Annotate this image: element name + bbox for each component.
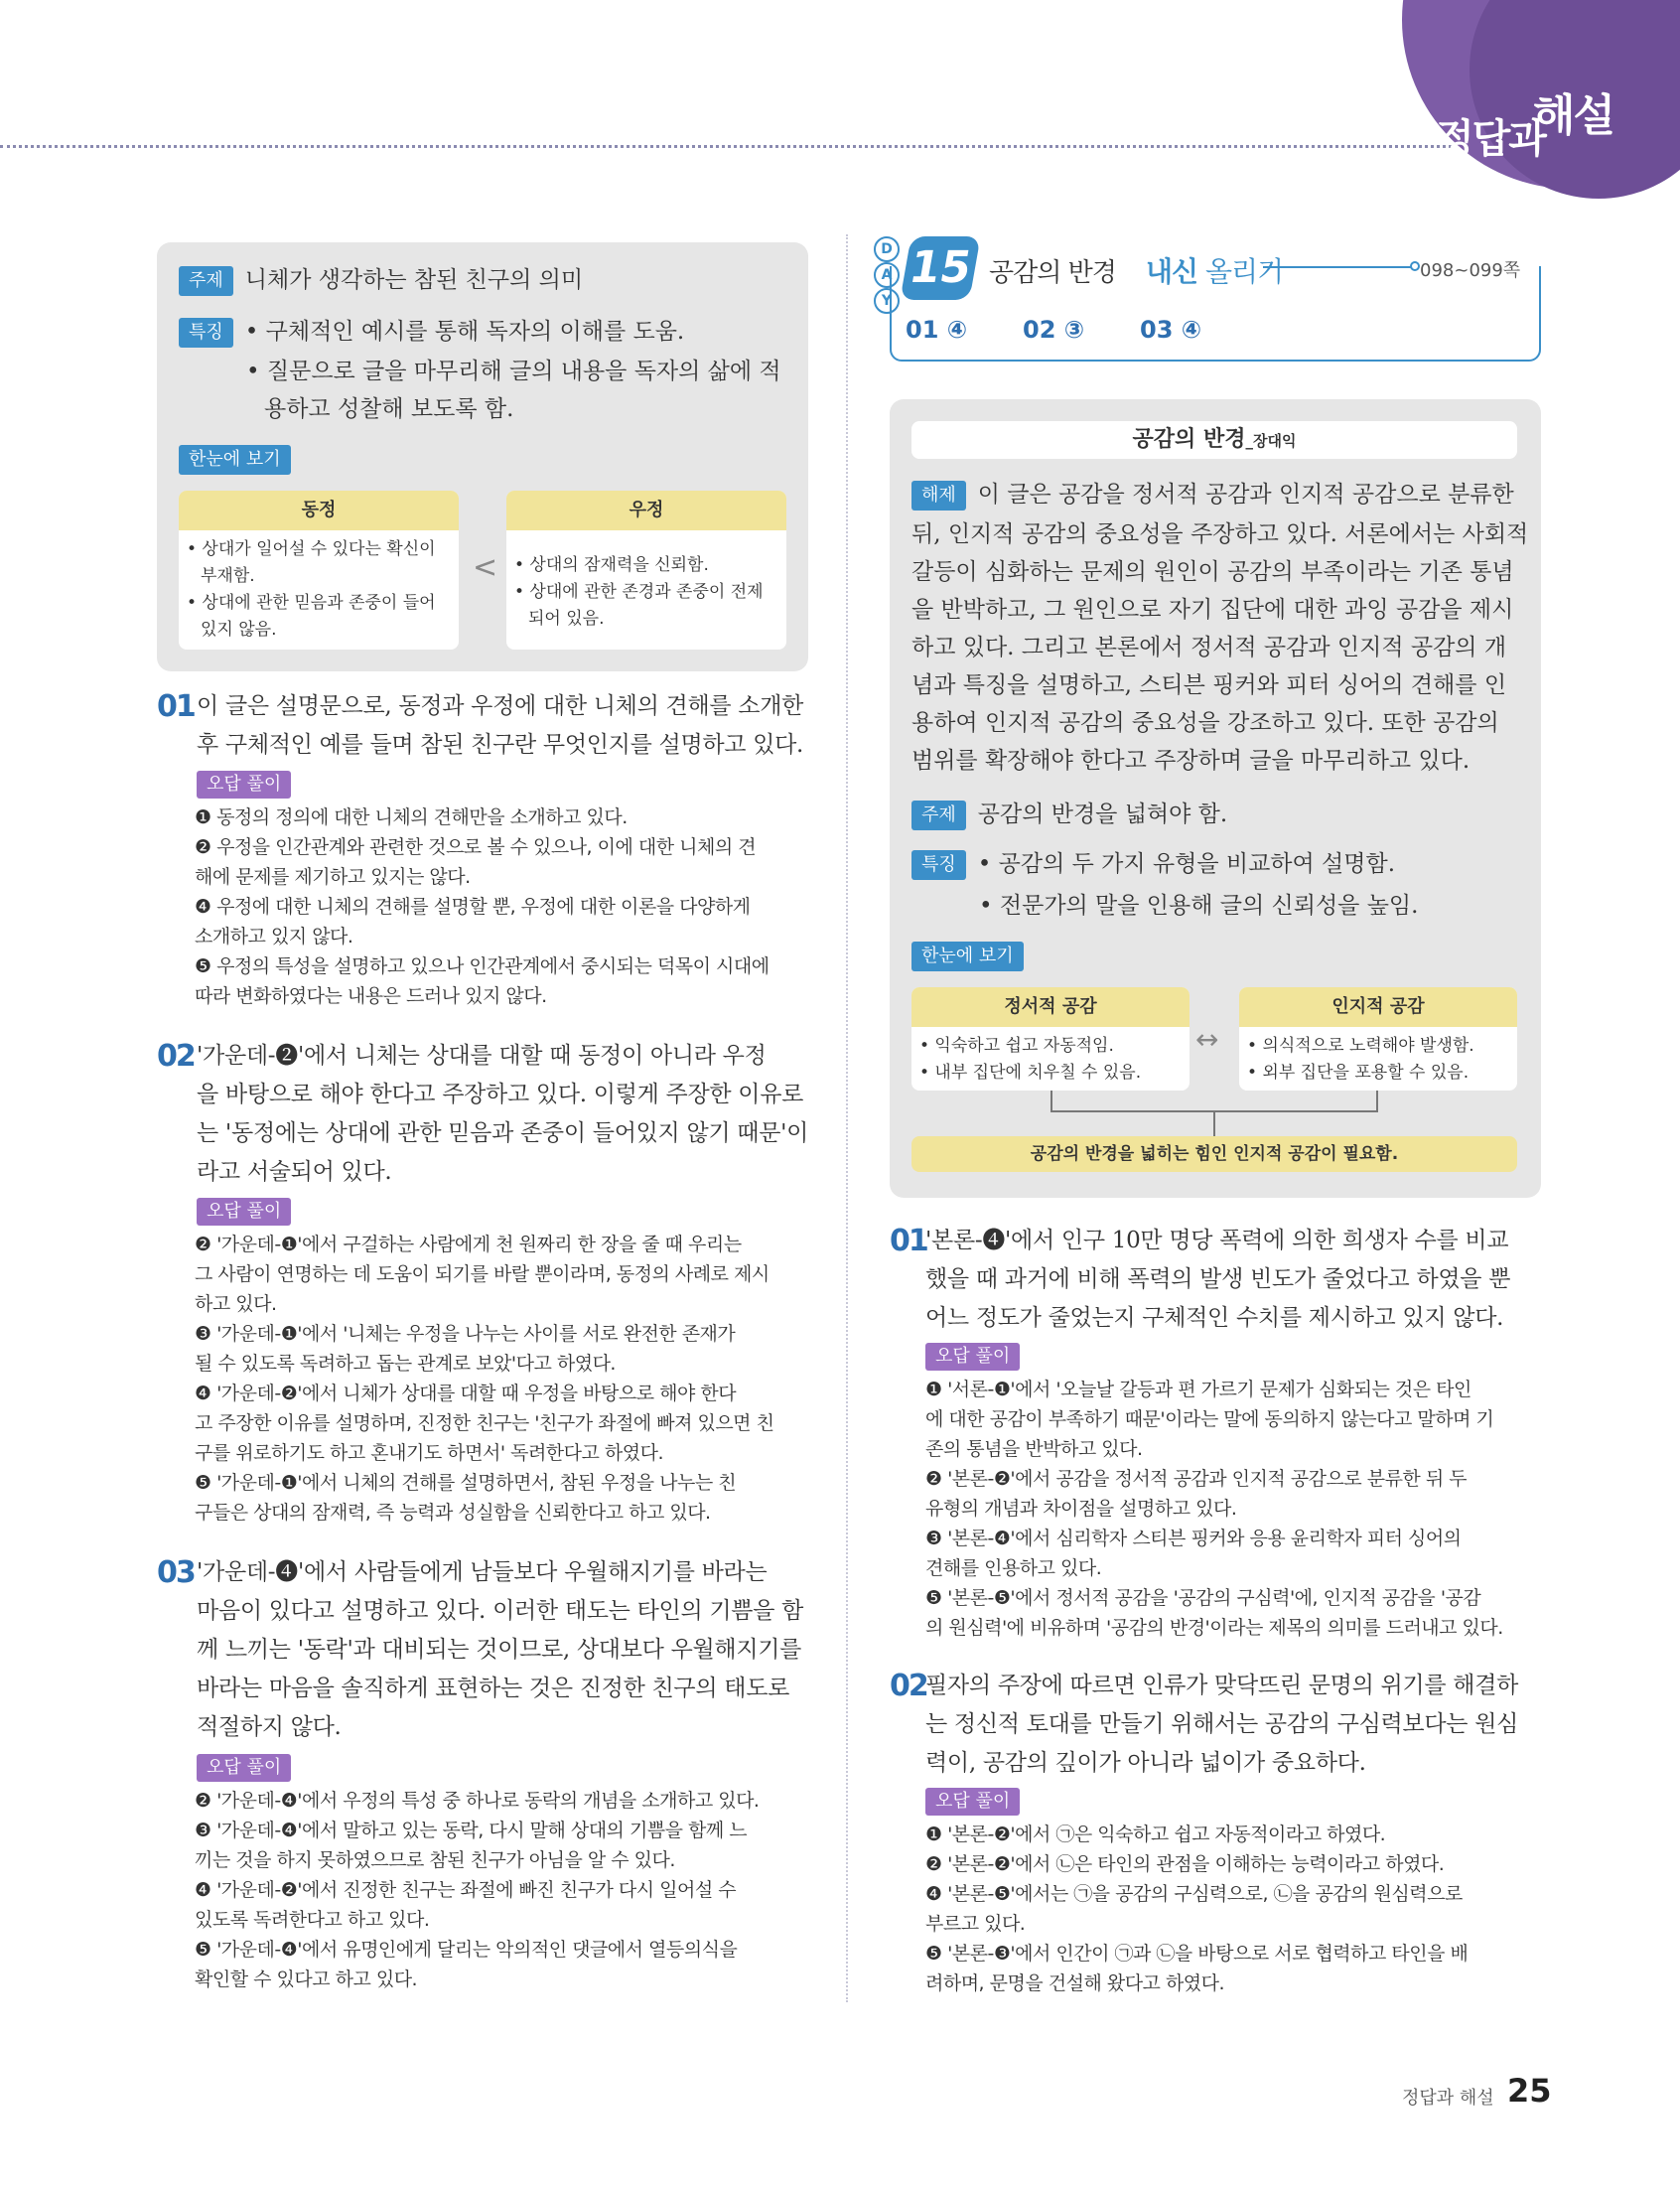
note-line: 부르고 있다. [925, 1913, 1026, 1935]
theme-tag: 주제 [179, 266, 233, 296]
compare-body [506, 530, 786, 639]
left-theme-row [179, 260, 583, 300]
compare-body [179, 530, 459, 650]
answer-line: 했을 때 과거에 비해 폭력의 발생 빈도가 줄었다고 하였을 뿐 [925, 1266, 1511, 1292]
header-dot-icon [1410, 261, 1420, 271]
note-line: ❶ 동정의 정의에 대한 니체의 견해만을 소개하고 있다. [195, 806, 628, 828]
page-number: 25 [1507, 2072, 1552, 2110]
haeje-line: 념과 특징을 설명하고, 스티븐 핑커와 피터 싱어의 견해를 인 [911, 672, 1507, 698]
theme-text: 니체가 생각하는 참된 친구의 의미 [244, 267, 584, 293]
answer-line: 어느 정도가 줄었는지 구체적인 수치를 제시하고 있지 않다. [925, 1305, 1504, 1331]
glance-tag: 한눈에 보기 [911, 942, 1024, 971]
note-line: 고 주장한 이유를 설명하며, 진정한 친구는 '친구가 좌절에 빠져 있으면 친 [195, 1412, 774, 1434]
compare-line: • 상대가 일어설 수 있다는 확신이 [187, 539, 436, 559]
compare-card-sympathy [179, 491, 459, 650]
answer-key: 02 ③ [1023, 316, 1085, 344]
compare-line: 있지 않음. [201, 620, 277, 640]
answer-key: 01 ④ [906, 316, 968, 344]
day-letter: D [874, 236, 900, 262]
glance-tag: 한눈에 보기 [179, 445, 291, 475]
answer-line: 는 '동정에는 상대에 관한 믿음과 존중이 들어있지 않기 때문'이 [197, 1120, 809, 1146]
passage-title [911, 421, 1517, 459]
haeje-line: 범위를 확장해야 한다고 주장하며 글을 마무리하고 있다. [911, 748, 1470, 774]
connector-stem [1213, 1112, 1215, 1136]
day-letter: A [874, 262, 900, 288]
compare-body [911, 1027, 1190, 1091]
haeje-line: 뒤, 인지적 공감의 중요성을 주장하고 있다. 서론에서는 사회적 [911, 521, 1529, 547]
answer-line: 력이, 공감의 깊이가 아니라 넓이가 중요하다. [925, 1750, 1366, 1776]
haeje-line: 이 글은 공감을 정서적 공감과 인지적 공감으로 분류한 [977, 482, 1514, 508]
note-line: 해에 문제를 제기하고 있지는 않다. [195, 866, 471, 888]
compare-head: 우정 [506, 491, 786, 530]
right-feature-row [911, 844, 1395, 884]
column-divider [846, 234, 848, 2002]
note-line: ❺ '본론-❺'에서 정서적 공감을 '공감의 구심력'에, 인지적 공감을 '공감 [925, 1587, 1481, 1609]
compare-card-cognitive [1239, 987, 1517, 1091]
note-line: 려하며, 문명을 건설해 왔다고 하였다. [925, 1972, 1225, 1994]
theme-text: 공감의 반경을 넓혀야 함. [977, 802, 1228, 827]
note-line: ❹ 우정에 대한 니체의 견해를 설명할 뿐, 우정에 대한 이론을 다양하게 [195, 896, 751, 918]
note-line: ❷ '본론-❷'에서 ㉡은 타인의 관점을 이해하는 능력이라고 하였다. [925, 1853, 1445, 1875]
footer-label: 정답과 해설 [1402, 2088, 1494, 2109]
header-dotted-line [0, 145, 1452, 148]
compare-conclusion: 공감의 반경을 넓히는 힘인 인지적 공감이 필요함. [911, 1136, 1517, 1172]
note-line: ❺ 우정의 특성을 설명하고 있으나 인간관계에서 중시되는 덕목이 시대에 [195, 955, 770, 977]
answer-line: 께 느끼는 '동락'과 대비되는 것이므로, 상대보다 우월해지기를 [197, 1637, 802, 1663]
answer-line: '가운데-❷'에서 니체는 상대를 대할 때 동정이 아니라 우정 [197, 1043, 767, 1069]
note-line: 의 원심력'에 비유하며 '공감의 반경'이라는 제목의 의미를 드러내고 있다. [925, 1617, 1503, 1639]
note-line: ❶ '서론-❶'에서 '오늘날 갈등과 편 가르기 문제가 심화되는 것은 타인 [925, 1379, 1471, 1400]
header-rule [1263, 266, 1416, 268]
passage-title-text: 공감의 반경 [1132, 427, 1246, 452]
wrong-answer-tag: 오답 풀이 [197, 1754, 291, 1782]
compare-line: • 외부 집단을 포용할 수 있음. [1247, 1063, 1470, 1083]
note-line: ❺ '가운데-❶'에서 니체의 견해를 설명하면서, 참된 우정을 나누는 친 [195, 1472, 737, 1494]
lesson-title: 공감의 반경 [989, 258, 1116, 288]
question-number: 01 [890, 1224, 927, 1258]
lesson-subtitle [1146, 250, 1283, 290]
lesson-subtitle-bold: 내신 [1146, 255, 1198, 288]
right-theme-row [911, 795, 1227, 834]
feature-text-1: • 구체적인 예시를 통해 독자의 이해를 도움. [244, 319, 685, 345]
question-number: 02 [157, 1039, 195, 1074]
wrong-answer-tag: 오답 풀이 [925, 1343, 1020, 1371]
compare-line: 되어 있음. [528, 609, 605, 629]
compare-line: • 의식적으로 노력해야 발생함. [1247, 1036, 1474, 1056]
note-line: 그 사람이 연명하는 데 도움이 되기를 바랄 뿐이라며, 동정의 사례로 제시 [195, 1263, 770, 1285]
answer-line: 바라는 마음을 솔직하게 표현하는 것은 진정한 친구의 태도로 [197, 1676, 790, 1701]
feature-tag: 특징 [179, 318, 233, 348]
answer-line: 마음이 있다고 설명하고 있다. 이러한 태도는 타인의 기쁨을 함 [197, 1598, 804, 1624]
compare-line: • 익숙하고 쉽고 자동적임. [919, 1036, 1114, 1056]
feature-text-3: 용하고 성찰해 보도록 함. [264, 396, 514, 422]
wrong-answer-tag: 오답 풀이 [925, 1788, 1020, 1816]
compare-line: 부재함. [201, 566, 255, 586]
compare-card-emotional [911, 987, 1190, 1091]
note-line: ❷ '가운데-❶'에서 구걸하는 사람에게 천 원짜리 한 장을 줄 때 우리는 [195, 1234, 742, 1255]
left-feature-row [179, 312, 684, 352]
haeje-line: 하고 있다. 그리고 본론에서 정서적 공감과 인지적 공감의 개 [911, 635, 1507, 660]
compare-line: • 상대의 잠재력을 신뢰함. [514, 555, 709, 575]
note-line: 하고 있다. [195, 1293, 277, 1315]
note-line: 유형의 개념과 차이점을 설명하고 있다. [925, 1498, 1237, 1520]
note-line: ❺ '본론-❸'에서 인간이 ㉠과 ㉡을 바탕으로 서로 협력하고 타인을 배 [925, 1943, 1469, 1965]
compare-bidirectional-arrow-icon: ↔ [1195, 1023, 1219, 1056]
page-range: 098~099쪽 [1420, 260, 1521, 281]
lesson-subtitle-rest: 올리기 [1197, 255, 1284, 288]
note-line: ❸ '가운데-❹'에서 말하고 있는 동락, 다시 말해 상대의 기쁨을 함께 느 [195, 1820, 748, 1841]
note-line: 에 대한 공감이 부족하기 때문'이라는 말에 동의하지 않는다고 말하며 기 [925, 1408, 1494, 1430]
answer-line: 을 바탕으로 해야 한다고 주장하고 있다. 이렇게 주장한 이유로 [197, 1082, 804, 1107]
note-line: ❶ '본론-❷'에서 ㉠은 익숙하고 쉽고 자동적이라고 하였다. [925, 1824, 1386, 1845]
note-line: 있도록 독려한다고 하고 있다. [195, 1909, 430, 1931]
note-line: ❸ '본론-❹'에서 심리학자 스티븐 핑커와 응용 윤리학자 피터 싱어의 [925, 1528, 1462, 1549]
question-number: 02 [890, 1669, 927, 1703]
compare-head: 정서적 공감 [911, 987, 1190, 1027]
compare-head: 동정 [179, 491, 459, 530]
compare-line: • 상대에 관한 존경과 존중이 전제 [514, 582, 764, 602]
compare-less-than-icon: < [473, 550, 498, 585]
compare-body [1239, 1027, 1517, 1091]
note-line: ❹ '가운데-❷'에서 진정한 친구는 좌절에 빠진 친구가 다시 일어설 수 [195, 1879, 737, 1901]
header-title-sub: 해설 [1533, 90, 1614, 141]
theme-tag: 주제 [911, 801, 966, 830]
note-line: ❸ '가운데-❶'에서 '니체는 우정을 나누는 사이를 서로 완전한 존재가 [195, 1323, 736, 1345]
note-line: ❹ '본론-❺'에서는 ㉠을 공감의 구심력으로, ㉡을 공감의 원심력으로 [925, 1883, 1463, 1905]
haeje-line: 용하여 인지적 공감의 중요성을 강조하고 있다. 또한 공감의 [911, 710, 1499, 736]
note-line: ❷ 우정을 인간관계와 관련한 것으로 볼 수 있으나, 이에 대한 니체의 견 [195, 836, 757, 858]
haeje-tag: 해제 [911, 481, 966, 511]
compare-line: • 상대에 관한 믿음과 존중이 들어 [187, 593, 436, 613]
compare-head: 인지적 공감 [1239, 987, 1517, 1027]
compare-line: • 내부 집단에 치우칠 수 있음. [919, 1063, 1142, 1083]
day-number-badge: 15 [900, 236, 980, 300]
answer-line: '본론-❹'에서 인구 10만 명당 폭력에 의한 희생자 수를 비교 [925, 1228, 1509, 1253]
haeje-line: 갈등이 심화하는 문제의 원인이 공감의 부족이라는 기존 통념 [911, 559, 1514, 585]
note-line: 존의 통념을 반박하고 있다. [925, 1438, 1143, 1460]
feature-text-2: • 질문으로 글을 마무리해 글의 내용을 독자의 삶에 적 [246, 359, 781, 384]
note-line: 구들은 상대의 잠재력, 즉 능력과 성실함을 신뢰한다고 하고 있다. [195, 1502, 711, 1524]
wrong-answer-tag: 오답 풀이 [197, 1198, 291, 1226]
haeje-line: 을 반박하고, 그 원인으로 자기 집단에 대한 과잉 공감을 제시 [911, 597, 1514, 623]
header-title: 정답과 [1436, 116, 1545, 162]
answer-line: '가운데-❹'에서 사람들에게 남들보다 우월해지기를 바라는 [197, 1559, 768, 1585]
answer-line: 이 글은 설명문으로, 동정과 우정에 대한 니체의 견해를 소개한 [197, 693, 804, 719]
note-line: 소개하고 있지 않다. [195, 926, 353, 948]
note-line: ❷ '가운데-❹'에서 우정의 특성 중 하나로 동락의 개념을 소개하고 있다. [195, 1790, 760, 1812]
haeje-row [911, 475, 1514, 514]
answer-line: 는 정신적 토대를 만들기 위해서는 공감의 구심력보다는 원심 [925, 1711, 1519, 1737]
answer-line: 필자의 주장에 따르면 인류가 맞닥뜨린 문명의 위기를 해결하 [925, 1673, 1519, 1698]
question-number: 03 [157, 1555, 195, 1590]
feature-text-2: • 전문가의 말을 인용해 글의 신뢰성을 높임. [979, 893, 1419, 919]
answer-line: 적절하지 않다. [197, 1714, 342, 1740]
passage-author: _장대익 [1245, 432, 1297, 450]
note-line: 확인할 수 있다고 하고 있다. [195, 1969, 418, 1990]
compare-card-friendship [506, 491, 786, 650]
question-number: 01 [157, 689, 195, 724]
note-line: 될 수 있도록 독려하고 돕는 관계로 보았'다고 하였다. [195, 1353, 616, 1375]
wrong-answer-tag: 오답 풀이 [197, 771, 291, 799]
connector-bracket [1050, 1091, 1378, 1112]
note-line: 구를 위로하기도 하고 혼내기도 하면서' 독려한다고 하였다. [195, 1442, 663, 1464]
note-line: ❺ '가운데-❹'에서 유명인에게 달리는 악의적인 댓글에서 열등의식을 [195, 1939, 738, 1961]
note-line: 견해를 인용하고 있다. [925, 1557, 1102, 1579]
answer-key: 03 ④ [1140, 316, 1202, 344]
note-line: ❹ '가운데-❷'에서 니체가 상대를 대할 때 우정을 바탕으로 해야 한다 [195, 1383, 737, 1404]
answer-line: 후 구체적인 예를 들며 참된 친구란 무엇인지를 설명하고 있다. [197, 732, 804, 758]
note-line: 따라 변화하였다는 내용은 드러나 있지 않다. [195, 985, 547, 1007]
note-line: 끼는 것을 하지 못하였으므로 참된 친구가 아님을 알 수 있다. [195, 1849, 675, 1871]
feature-text-1: • 공감의 두 가지 유형을 비교하여 설명함. [977, 851, 1396, 877]
answer-line: 라고 서술되어 있다. [197, 1159, 392, 1185]
day-letter: Y [874, 288, 900, 314]
feature-tag: 특징 [911, 850, 966, 880]
note-line: ❷ '본론-❷'에서 공감을 정서적 공감과 인지적 공감으로 분류한 뒤 두 [925, 1468, 1468, 1490]
